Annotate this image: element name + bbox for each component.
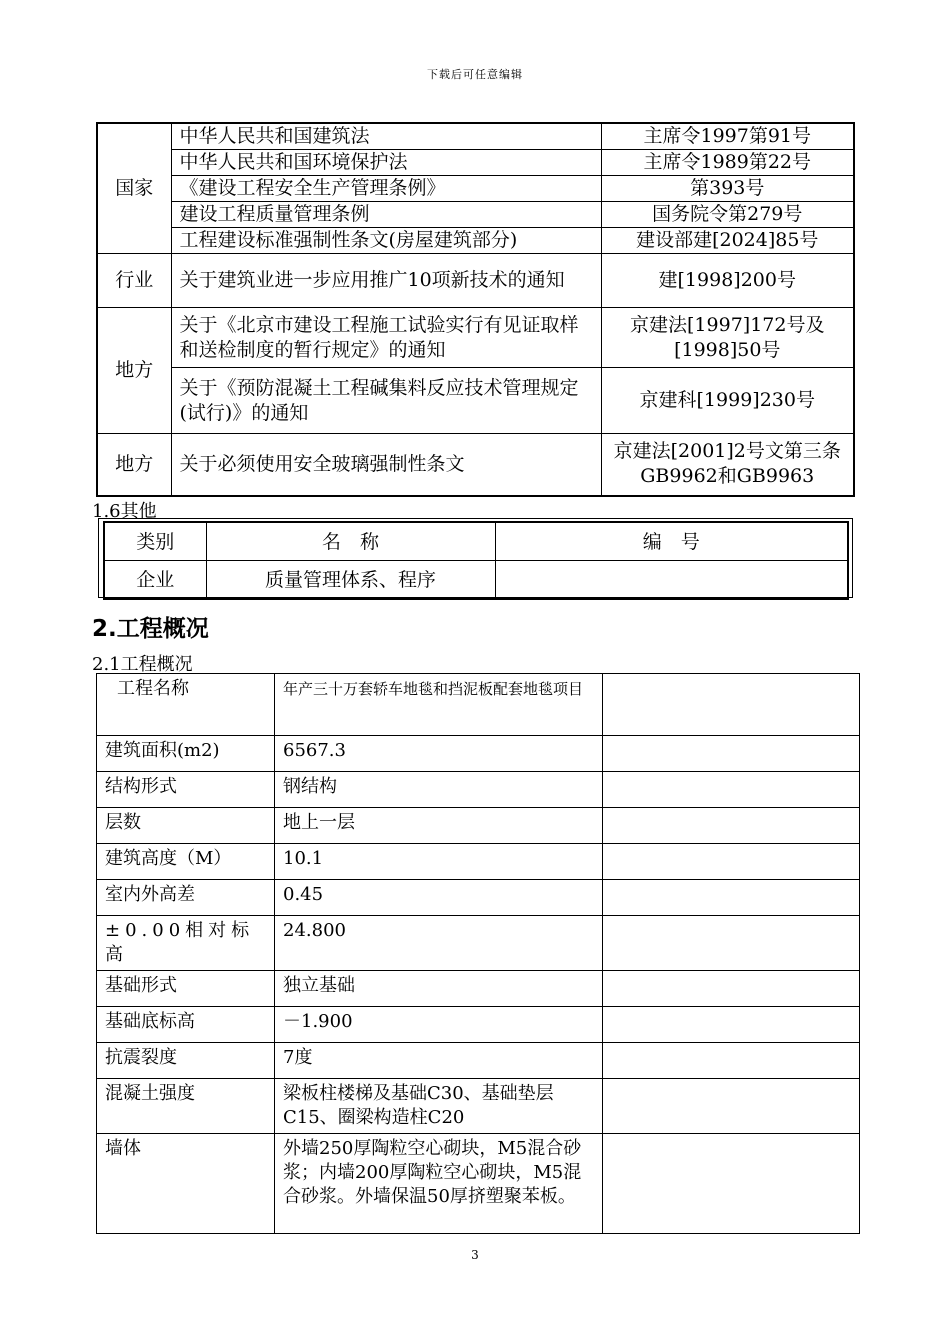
row-value: 6567.3 xyxy=(275,736,603,772)
row-label: 建筑面积(m2) xyxy=(97,736,275,772)
row-value: 0.45 xyxy=(275,880,603,916)
row-value: 7度 xyxy=(275,1043,603,1079)
table-row xyxy=(97,844,860,880)
law-name: 建设工程质量管理条例 xyxy=(171,202,601,228)
section-2-heading: 2.工程概况 xyxy=(92,616,209,642)
table-row xyxy=(97,308,854,368)
table-row xyxy=(97,228,854,254)
law-number: 国务院令第279号 xyxy=(601,202,854,228)
row-label: 结构形式 xyxy=(97,772,275,808)
law-number: 建设部建[2024]85号 xyxy=(601,228,854,254)
law-number: 京建法[1997]172号及[1998]50号 xyxy=(601,308,854,368)
row-extra xyxy=(603,1007,860,1043)
law-name: 关于《北京市建设工程施工试验实行有见证取样和送检制度的暂行规定》的通知 xyxy=(171,308,601,368)
law-number: 主席令1997第91号 xyxy=(601,123,854,150)
row-label: ±0.00相对标高 xyxy=(97,916,275,971)
law-name: 中华人民共和国环境保护法 xyxy=(171,150,601,176)
table-row xyxy=(97,150,854,176)
category-cell: 地方 xyxy=(97,434,171,496)
law-number: 第393号 xyxy=(601,176,854,202)
row-extra xyxy=(603,880,860,916)
row-extra xyxy=(603,772,860,808)
table-row xyxy=(97,808,860,844)
header-category: 类别 xyxy=(104,522,206,561)
table-row xyxy=(97,1043,860,1079)
row-value: －1.900 xyxy=(275,1007,603,1043)
law-name: 关于《预防混凝土工程碱集料反应技术管理规定(试行)》的通知 xyxy=(171,368,601,434)
table-row xyxy=(97,880,860,916)
cell-name: 质量管理体系、程序 xyxy=(206,561,495,600)
row-extra xyxy=(603,674,860,736)
row-label: 层数 xyxy=(97,808,275,844)
table-row xyxy=(97,123,854,150)
cell-number xyxy=(495,561,848,600)
row-extra xyxy=(603,844,860,880)
section-2-1-title: 2.1工程概况 xyxy=(92,654,193,675)
table-row xyxy=(97,1134,860,1234)
table-row xyxy=(97,772,860,808)
law-name: 关于必须使用安全玻璃强制性条文 xyxy=(171,434,601,496)
row-extra xyxy=(603,1134,860,1234)
law-number: 京建科[1999]230号 xyxy=(601,368,854,434)
law-number: 京建法[2001]2号文第三条GB9962和GB9963 xyxy=(601,434,854,496)
row-extra xyxy=(603,736,860,772)
row-extra xyxy=(603,1079,860,1134)
table-row xyxy=(97,254,854,308)
row-label: 基础形式 xyxy=(97,971,275,1007)
row-value: 外墙250厚陶粒空心砌块，M5混合砂浆；内墙200厚陶粒空心砌块，M5混合砂浆。外墙保温50厚挤塑聚苯板。 xyxy=(275,1134,603,1234)
row-label: 抗震裂度 xyxy=(97,1043,275,1079)
row-value: 24.800 xyxy=(275,916,603,971)
law-name: 中华人民共和国建筑法 xyxy=(171,123,601,150)
project-overview-table xyxy=(96,673,860,1234)
table-row xyxy=(97,971,860,1007)
table-row xyxy=(97,736,860,772)
row-value: 地上一层 xyxy=(275,808,603,844)
category-cell: 国家 xyxy=(97,123,171,254)
law-name: 关于建筑业进一步应用推广10项新技术的通知 xyxy=(171,254,601,308)
row-extra xyxy=(603,1043,860,1079)
section-1-6-title: 1.6其他 xyxy=(92,501,157,522)
row-label: 工程名称 xyxy=(97,674,275,736)
law-number: 建[1998]200号 xyxy=(601,254,854,308)
table-header-row xyxy=(104,522,848,561)
row-label: 混凝土强度 xyxy=(97,1079,275,1134)
table-row xyxy=(97,916,860,971)
page-number: 3 xyxy=(471,1248,479,1262)
page-header: 下载后可任意编辑 xyxy=(427,68,523,81)
row-label: 室内外高差 xyxy=(97,880,275,916)
row-value: 独立基础 xyxy=(275,971,603,1007)
cell-category: 企业 xyxy=(104,561,206,600)
row-extra xyxy=(603,916,860,971)
other-table xyxy=(103,521,849,600)
table-row xyxy=(97,674,860,736)
table-row xyxy=(97,368,854,434)
row-value: 10.1 xyxy=(275,844,603,880)
laws-table xyxy=(96,122,855,497)
row-label: 基础底标高 xyxy=(97,1007,275,1043)
category-cell: 地方 xyxy=(97,308,171,434)
table-row xyxy=(97,202,854,228)
table-row xyxy=(97,434,854,496)
row-extra xyxy=(603,971,860,1007)
table-row xyxy=(97,1079,860,1134)
row-value: 梁板柱楼梯及基础C30、基础垫层C15、圈梁构造柱C20 xyxy=(275,1079,603,1134)
row-value: 年产三十万套轿车地毯和挡泥板配套地毯项目 xyxy=(275,674,603,736)
category-cell: 行业 xyxy=(97,254,171,308)
law-number: 主席令1989第22号 xyxy=(601,150,854,176)
row-value: 钢结构 xyxy=(275,772,603,808)
table-row xyxy=(104,561,848,600)
header-name: 名 称 xyxy=(206,522,495,561)
law-name: 《建设工程安全生产管理条例》 xyxy=(171,176,601,202)
law-name: 工程建设标准强制性条文(房屋建筑部分) xyxy=(171,228,601,254)
table-row xyxy=(97,1007,860,1043)
row-label: 建筑高度（M） xyxy=(97,844,275,880)
header-number: 编 号 xyxy=(495,522,848,561)
table-row xyxy=(97,176,854,202)
row-label: 墙体 xyxy=(97,1134,275,1234)
row-extra xyxy=(603,808,860,844)
